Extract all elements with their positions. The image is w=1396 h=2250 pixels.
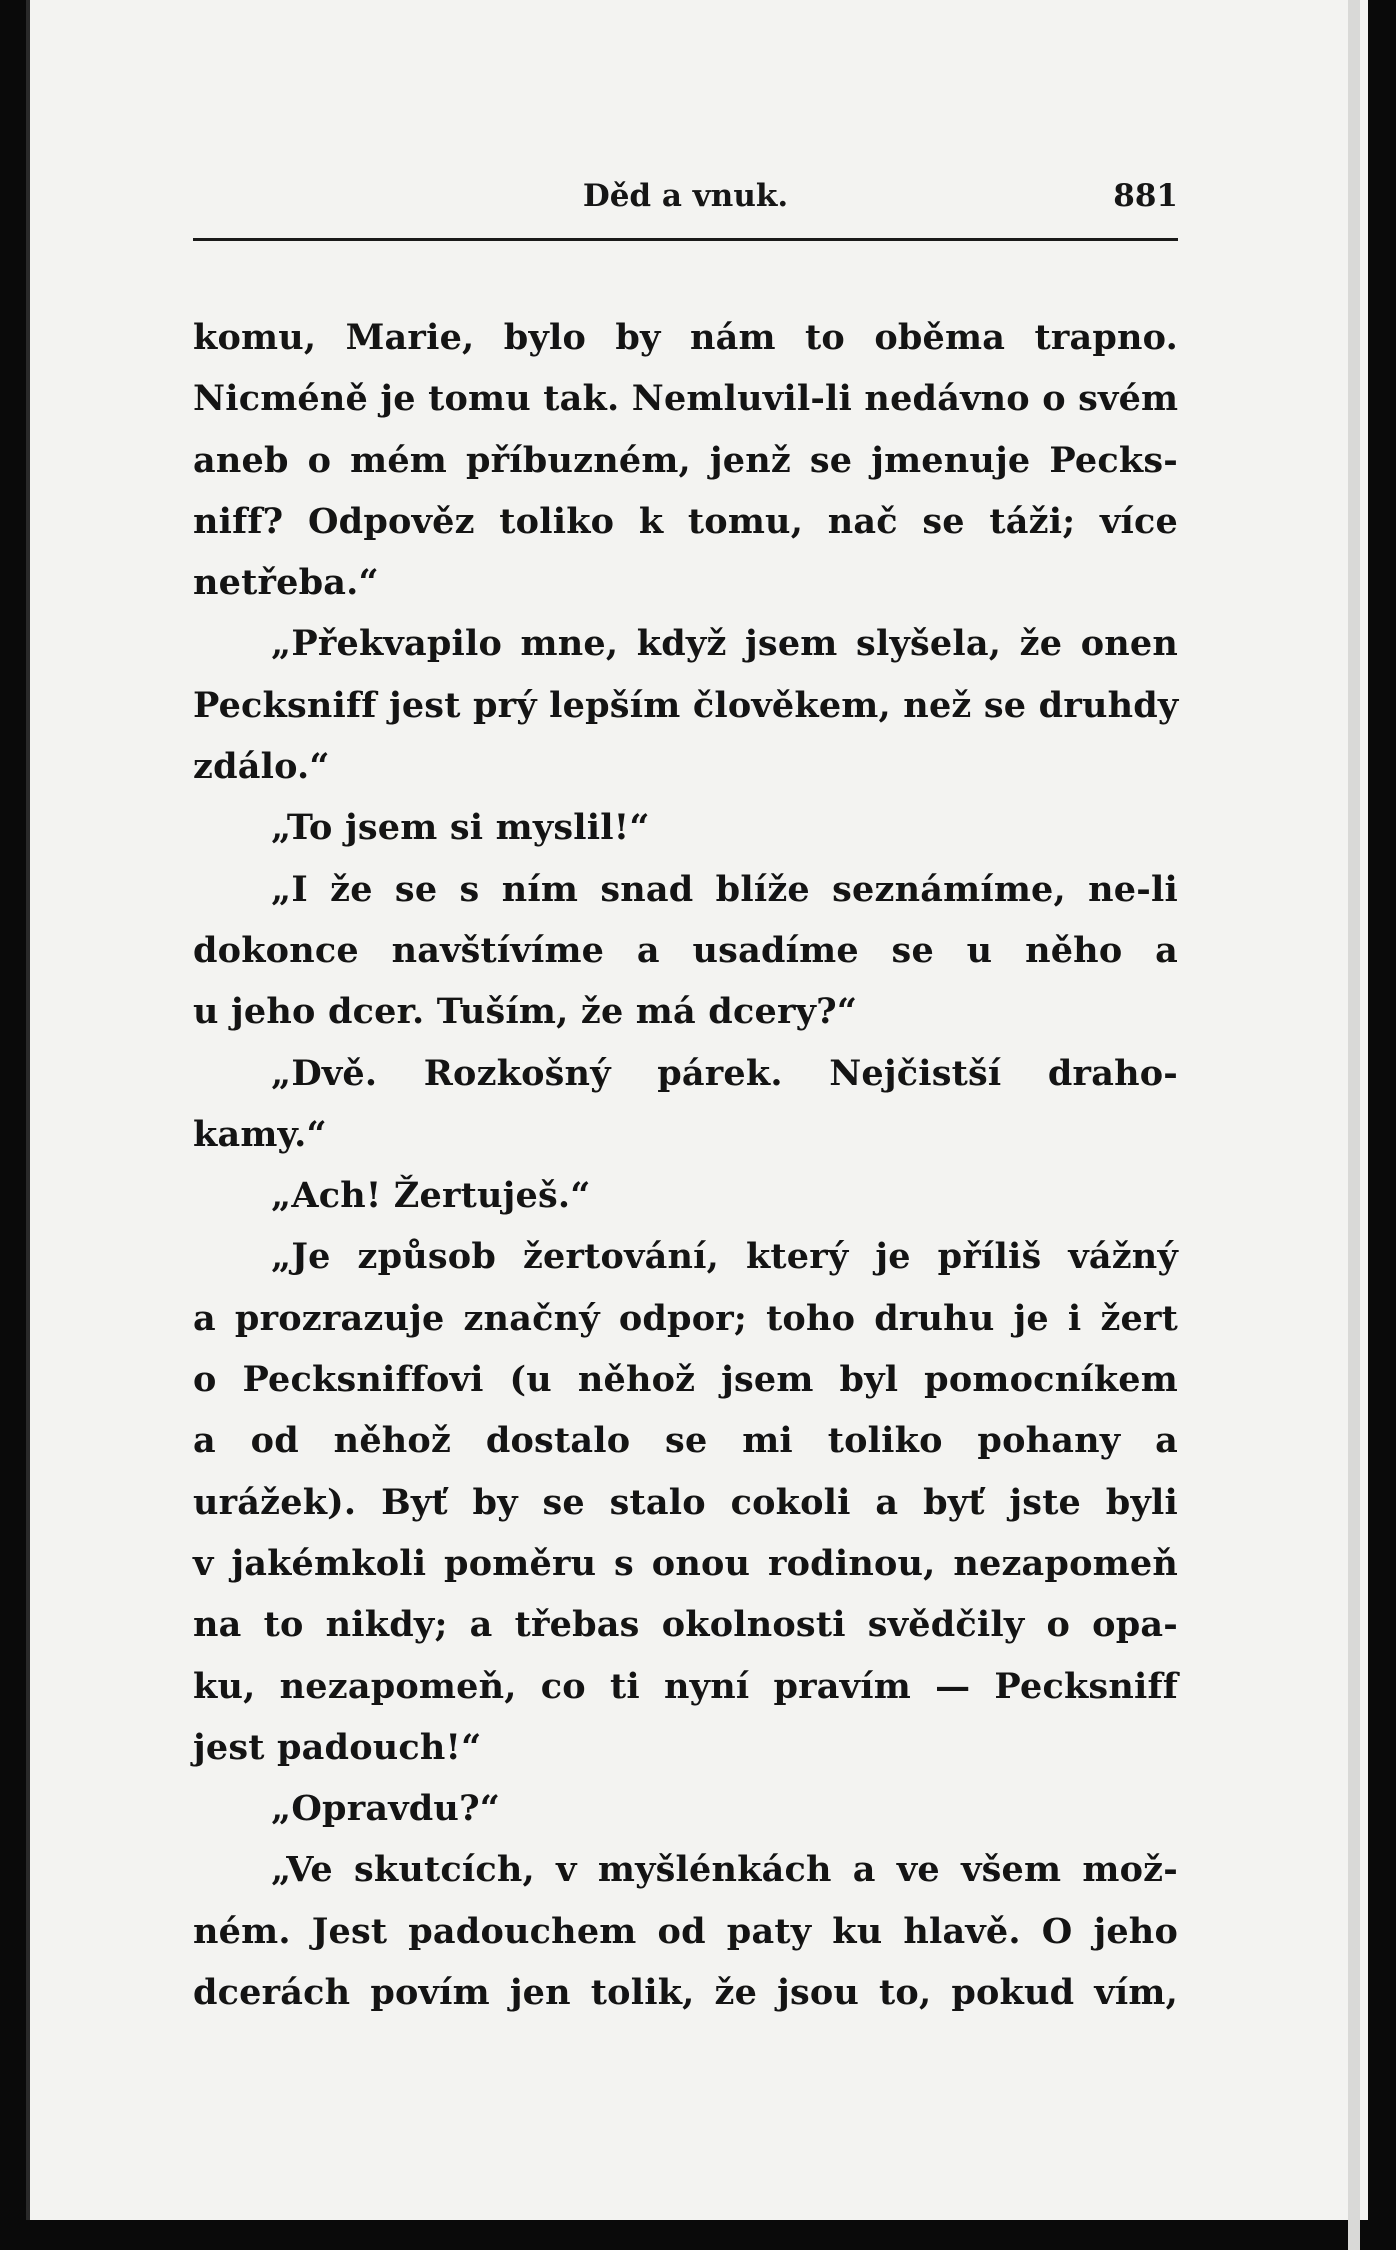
text-line: „Překvapilo mne, když jsem slyšela, že onen xyxy=(271,623,1178,665)
text-line: „Opravdu?“ xyxy=(271,1788,501,1830)
text-line: urážek). Byť by se stalo cokoli a byť jste byli xyxy=(193,1481,1178,1523)
text-line: aneb o mém příbuzném, jenž se jmenuje Pecks- xyxy=(193,439,1178,481)
page-number: 881 xyxy=(1113,178,1178,214)
text-line: „Je způsob žertování, který je příliš vážný xyxy=(271,1236,1178,1278)
text-line: u jeho dcer. Tuším, že má dcery?“ xyxy=(193,991,858,1033)
text-line: jest padouch!“ xyxy=(193,1726,482,1768)
text-line: netřeba.“ xyxy=(193,562,379,604)
running-head xyxy=(193,178,1178,228)
text-line: Nicméně je tomu tak. Nemluvil-li nedávno o svém xyxy=(193,378,1179,420)
text-line: „Dvě. Rozkošný párek. Nejčistší draho- xyxy=(271,1052,1178,1094)
text-line: a prozrazuje značný odpor; toho druhu je i žert xyxy=(193,1297,1178,1339)
text-line: „Ve skutcích, v myšlénkách a ve všem mož- xyxy=(271,1849,1178,1891)
text-line: ku, nezapomeň, co ti nyní pravím — Pecksniff xyxy=(193,1665,1178,1707)
text-line: kamy.“ xyxy=(193,1113,327,1155)
text-line: ném. Jest padouchem od paty ku hlavě. O jeho xyxy=(193,1910,1178,1952)
body-text xyxy=(193,307,1178,2023)
text-line: o Pecksniffovi (u něhož jsem byl pomocníkem xyxy=(193,1359,1178,1401)
text-line: „Ach! Žertuješ.“ xyxy=(271,1175,591,1217)
page-edge xyxy=(1348,0,1360,2250)
text-line: zdálo.“ xyxy=(193,746,330,788)
text-line: dokonce navštívíme a usadíme se u něho a xyxy=(193,929,1178,971)
text-line: niff? Odpověz toliko k tomu, nač se táži; více xyxy=(193,500,1178,542)
running-title: Děd a vnuk. xyxy=(582,178,789,214)
text-line: a od něhož dostalo se mi toliko pohany a xyxy=(193,1420,1178,1462)
text-line: „To jsem si myslil!“ xyxy=(271,807,650,849)
header-rule xyxy=(193,238,1178,241)
text-line: v jakémkoli poměru s onou rodinou, nezapomeň xyxy=(193,1542,1178,1584)
text-line: komu, Marie, bylo by nám to oběma trapno. xyxy=(193,317,1178,358)
text-line: „I že se s ním snad blíže seznámíme, ne-li xyxy=(271,868,1178,910)
text-line: dcerách povím jen tolik, že jsou to, pokud vím, xyxy=(193,1972,1178,2014)
text-line: Pecksniff jest prý lepším člověkem, než se druhdy xyxy=(193,684,1179,726)
text-line: na to nikdy; a třebas okolnosti svědčily o opa- xyxy=(193,1604,1178,1646)
